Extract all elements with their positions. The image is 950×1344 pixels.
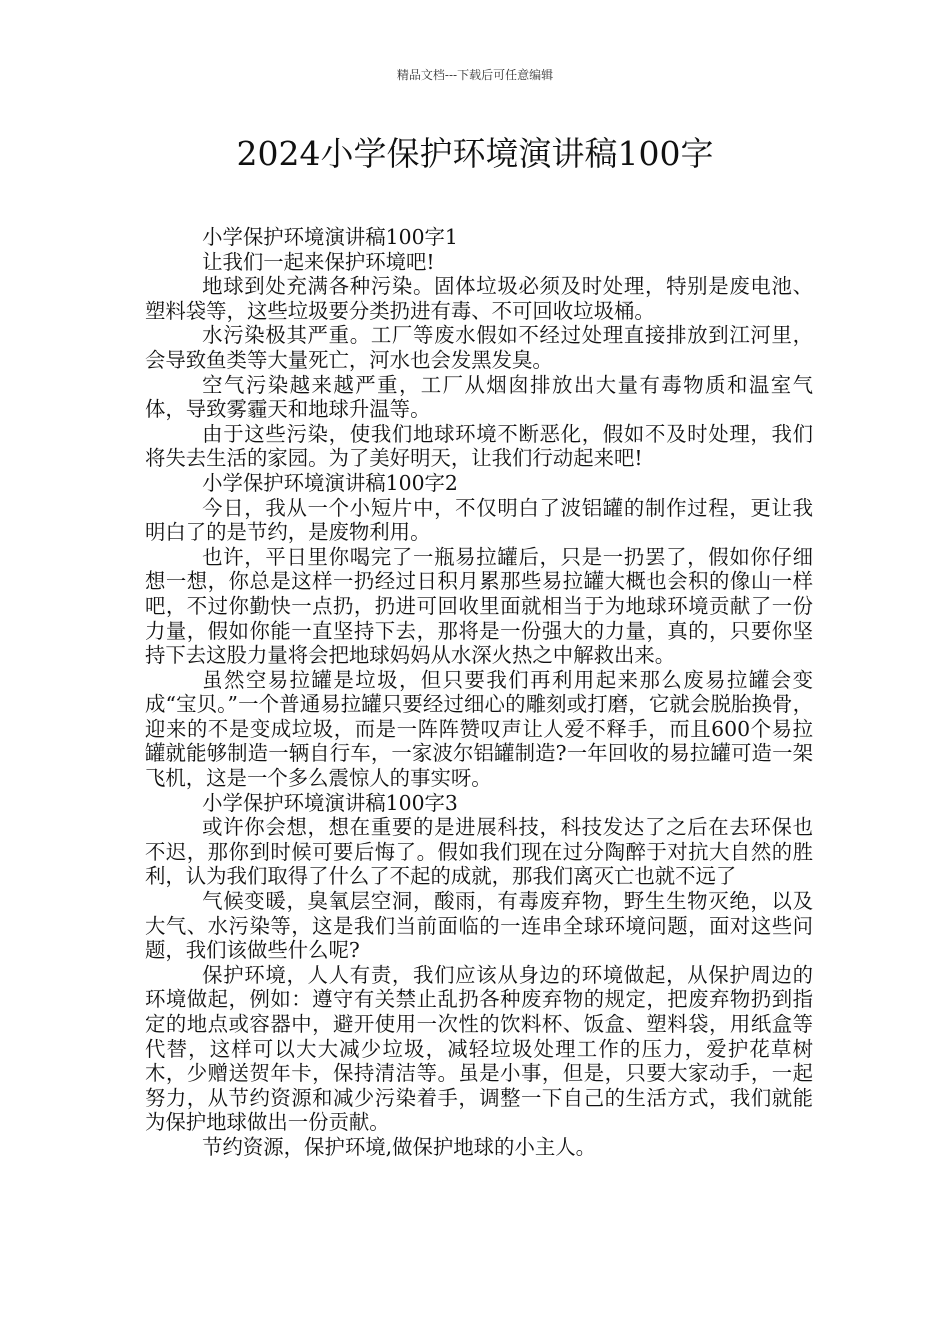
closing-paragraph: 节约资源，保护环境,做保护地球的小主人。 [202, 1134, 597, 1159]
header-note: 精品文档---下载后可任意编辑 [396, 68, 554, 82]
paragraph: 虽然空易拉罐是垃圾，但只要我们再利用起来那么废易拉罐会变成“宝贝。”一个普通易拉罐只要经过细心的雕刻或打磨，它就会脱胎换骨，迎来的不是变成垃圾，而是一阵阵赞叹声让人爱不释手，而且600个易拉罐就能够制造一辆自行车，一家波尔铝罐制造?一年回收的易拉罐可造一架飞机，这是一个多么震惊人的事实呀。 [145, 667, 813, 791]
document-body [145, 225, 813, 1160]
paragraph: 保护环境，人人有责，我们应该从身边的环境做起，从保护周边的环境做起，例如：遵守有关禁止乱扔各种废弃物的规定，把废弃物扔到指定的地点或容器中，避开使用一次性的饮料杯、饭盒、塑料袋，用纸盒等代替，这样可以大大减少垃圾，减轻垃圾处理工作的压力，爱护花草树木，少赠送贺年卡，保持清洁等。虽是小事，但是，只要大家动手，一起努力，从节约资源和减少污染着手，调整一下自己的生活方式，我们就能为保护地球做出一份贡献。 [145, 962, 813, 1135]
section-heading-2: 小学保护环境演讲稿100字2 [202, 470, 458, 495]
paragraph: 也许，平日里你喝完了一瓶易拉罐后，只是一扔罢了，假如你仔细想一想，你总是这样一扔经过日积月累那些易拉罐大概也会积的像山一样吧，不过你勤快一点扔，扔进可回收里面就相当于为地球环境贡献了一份力量，假如你能一直坚持下去，那将是一份强大的力量，真的，只要你坚持下去这股力量将会把地球妈妈从水深火热之中解救出来。 [145, 544, 813, 668]
section-heading-3: 小学保护环境演讲稿100字3 [202, 790, 458, 815]
paragraph: 水污染极其严重。工厂等废水假如不经过处理直接排放到江河里，会导致鱼类等大量死亡，河水也会发黑发臭。 [145, 323, 813, 372]
paragraph: 或许你会想，想在重要的是进展科技，科技发达了之后在去环保也不迟，那你到时候可要后悔了。假如我们现在过分陶醉于对抗大自然的胜利，认为我们取得了什么了不起的成就，那我们离灭亡也就不远了 [145, 815, 813, 889]
paragraph: 地球到处充满各种污染。固体垃圾必须及时处理，特别是废电池、塑料袋等，这些垃圾要分类扔进有毒、不可回收垃圾桶。 [145, 274, 813, 323]
paragraph: 今日，我从一个小短片中，不仅明白了波铝罐的制作过程，更让我明白了的是节约，是废物利用。 [145, 495, 813, 545]
paragraph: 气候变暖，臭氧层空洞，酸雨，有毒废弃物，野生生物灭绝，以及大气、水污染等，这是我们当前面临的一连串全球环境问题，面对这些问题，我们该做些什么呢? [145, 889, 813, 963]
paragraph: 让我们一起来保护环境吧! [202, 249, 435, 274]
section-heading-1: 小学保护环境演讲稿100字1 [202, 225, 458, 249]
document-title: 2024小学保护环境演讲稿100字 [236, 134, 714, 173]
paragraph: 空气污染越来越严重，工厂从烟囱排放出大量有毒物质和温室气体，导致雾霾天和地球升温等。 [145, 372, 813, 422]
paragraph: 由于这些污染，使我们地球环境不断恶化，假如不及时处理，我们将失去生活的家园。为了美好明天，让我们行动起来吧! [145, 421, 813, 471]
